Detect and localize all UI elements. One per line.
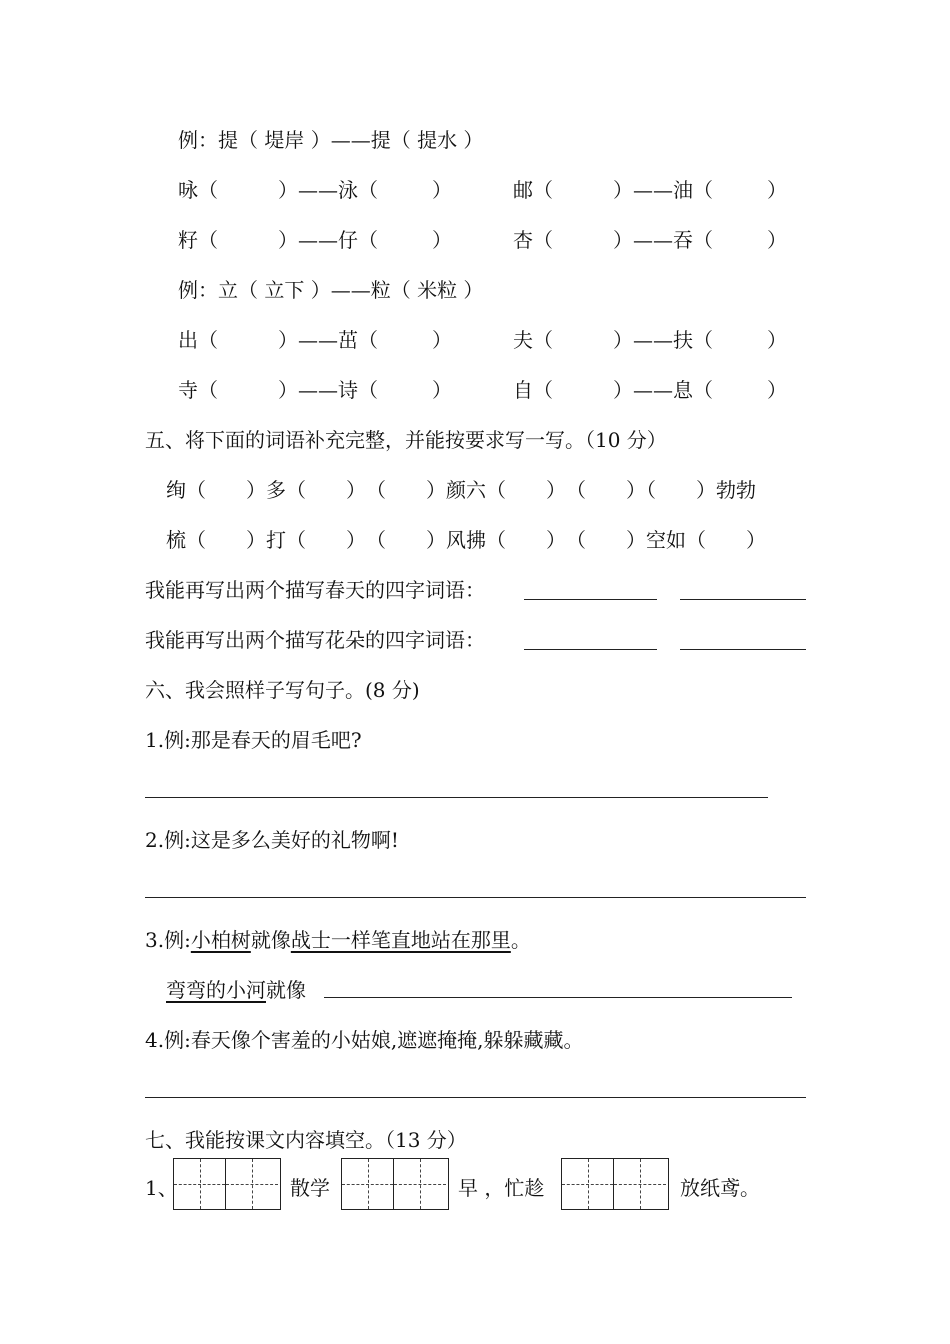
- fill-row-1: 绚（ ）多（ ） （ ）颜六（ ） （ ）（ ）勃勃: [166, 478, 756, 502]
- grid-cell[interactable]: [226, 1159, 278, 1209]
- spring-words-prompt: 我能再写出两个描写春天的四字词语：: [145, 578, 485, 602]
- example-1: 例：提（ 堤岸 ）——提（ 提水 ）: [178, 128, 484, 152]
- word-cell: ）——吞（: [613, 228, 713, 252]
- q3-underlined-predicate: 战士一样笔直地站在那里: [290, 928, 511, 952]
- q3-end: 。: [510, 928, 531, 952]
- word-cell: 夫（: [513, 328, 553, 352]
- section-5-title: 五、将下面的词语补充完整，并能按要求写一写。（10 分）: [145, 428, 667, 452]
- word-cell: 籽（: [178, 228, 218, 252]
- word-cell: 寺（: [178, 378, 218, 402]
- q3-sub-underlined: 弯弯的小河: [166, 978, 266, 1002]
- answer-line-4[interactable]: [145, 1097, 806, 1098]
- word-cell: ）——泳（: [278, 178, 378, 202]
- section-6-title: 六、我会照样子写句子。(8 分): [145, 678, 420, 702]
- answer-line-3[interactable]: [324, 997, 792, 998]
- word-cell: ）: [767, 178, 787, 202]
- flower-words-prompt: 我能再写出两个描写花朵的四字词语：: [145, 628, 485, 652]
- tianzi-grid-2[interactable]: [341, 1158, 449, 1210]
- word-cell: 杏（: [513, 228, 553, 252]
- word-cell: ）: [767, 328, 787, 352]
- grid-cell[interactable]: [562, 1159, 614, 1209]
- q7-1-number: 1、: [145, 1176, 178, 1200]
- answer-line-2[interactable]: [145, 897, 806, 898]
- answer-line-1[interactable]: [145, 797, 768, 798]
- example-2: 例：立（ 立下 ）——粒（ 米粒 ）: [178, 278, 484, 302]
- word-cell: ）: [432, 178, 452, 202]
- question-3-subline: [166, 976, 306, 1004]
- section-7-title: 七、我能按课文内容填空。（13 分）: [145, 1128, 467, 1152]
- q3-middle: 就像: [250, 928, 291, 952]
- q7-1-text-2: 早 ，忙趁: [458, 1176, 545, 1200]
- word-cell: 自（: [513, 378, 553, 402]
- q3-sub-middle: 就像: [266, 978, 306, 1002]
- spring-blank-2[interactable]: [680, 599, 806, 600]
- question-4: 4.例:春天像个害羞的小姑娘,遮遮掩掩,躲躲藏藏。: [145, 1028, 584, 1052]
- spring-blank-1[interactable]: [524, 599, 657, 600]
- word-cell: ）: [432, 378, 452, 402]
- q7-1-text-3: 放纸鸢。: [680, 1176, 760, 1200]
- grid-cell[interactable]: [174, 1159, 226, 1209]
- question-3: [145, 926, 531, 954]
- fill-row-2: 梳（ ）打（ ） （ ）风拂（ ） （ ）空如（ ）: [166, 528, 766, 552]
- tianzi-grid-1[interactable]: [173, 1158, 281, 1210]
- flower-blank-1[interactable]: [524, 649, 657, 650]
- question-2: 2.例:这是多么美好的礼物啊!: [145, 828, 399, 852]
- tianzi-grid-3[interactable]: [561, 1158, 669, 1210]
- q3-prefix: 3.例:: [145, 928, 191, 952]
- word-cell: ）: [432, 328, 452, 352]
- word-cell: ）——茁（: [278, 328, 378, 352]
- word-cell: ）: [767, 228, 787, 252]
- word-cell: ）——仔（: [278, 228, 378, 252]
- word-cell: 咏（: [178, 178, 218, 202]
- word-cell: ）——油（: [613, 178, 713, 202]
- q7-1-text-1: 散学: [290, 1176, 330, 1200]
- word-cell: 出（: [178, 328, 218, 352]
- word-cell: ）: [767, 378, 787, 402]
- word-cell: ）——诗（: [278, 378, 378, 402]
- grid-cell[interactable]: [394, 1159, 446, 1209]
- word-cell: ）——扶（: [613, 328, 713, 352]
- q3-underlined-subject: 小柏树: [190, 928, 251, 952]
- question-1: 1.例:那是春天的眉毛吧?: [145, 728, 362, 752]
- word-cell: ）——息（: [613, 378, 713, 402]
- word-cell: 邮（: [513, 178, 553, 202]
- word-cell: ）: [432, 228, 452, 252]
- flower-blank-2[interactable]: [680, 649, 806, 650]
- grid-cell[interactable]: [614, 1159, 666, 1209]
- grid-cell[interactable]: [342, 1159, 394, 1209]
